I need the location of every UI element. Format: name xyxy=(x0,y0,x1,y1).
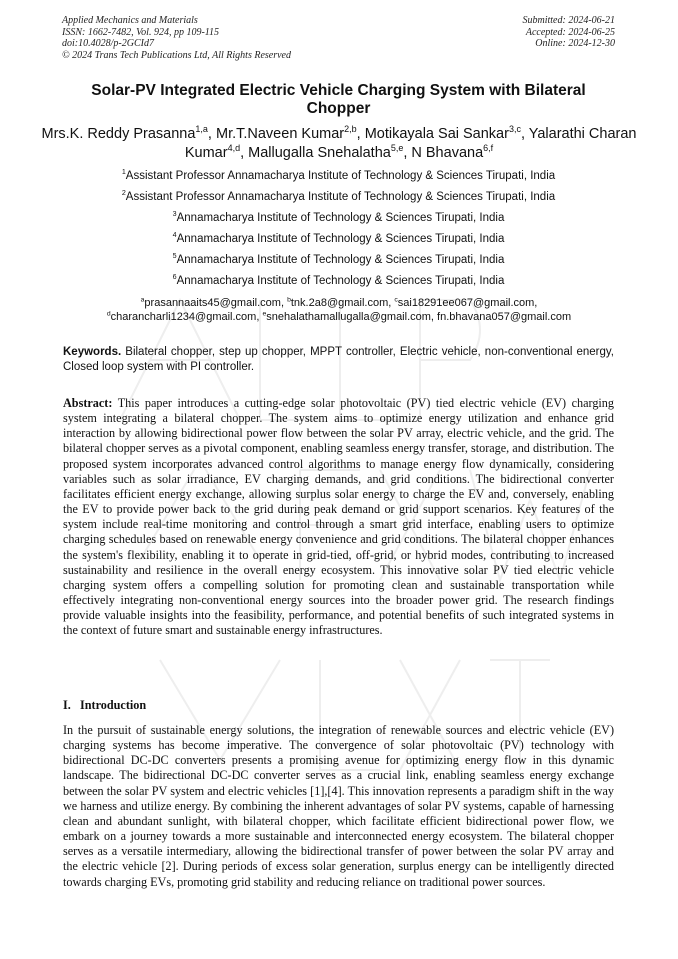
online-date: Online: 2024-12-30 xyxy=(535,38,615,49)
author-affiliation-marker: 1,a xyxy=(195,124,208,135)
author-affiliation-marker: 5,e xyxy=(390,143,404,154)
keywords-text: Bilateral chopper, step up chopper, MPPT controller, Electric vehicle, non-conventional energy, Closed loop system with PI controller. xyxy=(63,346,614,373)
affiliation-marker: 4 xyxy=(172,231,177,240)
introduction-paragraph: In the pursuit of sustainable energy solutions, the integration of renewable sources and electric vehicle (EV) charging systems has become imperative. The convergence of solar photovoltaic (PV) technology with bidirectional DC-DC converters presents a promising avenue for optimizing energy flow in this dynamic landscape. The bidirectional DC-DC converter serves as a crucial link, enabling seamless energy exchange between the solar PV system and electric vehicles [1],[4]. This innovation represents a paradigm shift in the way we harness and utilize energy. By combining the inherent advantages of solar PV systems, capable of harnessing clean and abundant sunlight, with bilateral chopper, which facilitate efficient bidirectional power flow, we embark on a journey towards a more sustainable and interconnected energy ecosystem. The bilateral chopper serves as a versatile intermediary, allowing the bidirectional transfer of power between the solar PV array and the electric vehicle [2]. During periods of excess solar generation, surplus energy can be intelligently directed towards charging EVs, promoting grid stability and reducing reliance on traditional power sources. xyxy=(63,723,614,889)
journal-name: Applied Mechanics and Materials xyxy=(62,15,198,26)
email-marker: a xyxy=(140,296,145,304)
affiliation xyxy=(62,232,615,246)
author-name: Mallugalla Snehalatha xyxy=(248,145,391,161)
author-name: Mrs.K. Reddy Prasanna xyxy=(41,126,196,142)
accepted-date: Accepted: 2024-06-25 xyxy=(525,26,615,38)
submitted-date: Submitted: 2024-06-21 xyxy=(522,15,615,26)
email-line: $^d$charancharli1234@gmail.com, $^e$snehalathamallugalla@gmail.com, fn.bhavana057@gmail.com xyxy=(106,310,572,323)
keywords-label: Keywords. xyxy=(63,346,122,358)
author-name: Mr.T.Naveen Kumar xyxy=(215,126,345,142)
author-affiliation-marker: 6,f xyxy=(483,143,494,154)
doi: doi:10.4028/p-2GCId7 xyxy=(62,38,154,49)
email-address[interactable]: prasannaaits45@gmail.com xyxy=(144,297,281,309)
affiliation-text: Annamacharya Institute of Technology & Sciences Tirupati, India xyxy=(176,275,505,287)
email-marker: c xyxy=(394,296,398,304)
section-number: I. xyxy=(63,698,71,712)
affiliation-text: Assistant Professor Annamacharya Institute of Technology & Sciences Tirupati, India xyxy=(125,191,556,203)
email-marker: d xyxy=(106,310,111,318)
author-affiliation-marker: 2,b xyxy=(344,124,357,135)
email-address[interactable]: snehalathamallugalla@gmail.com xyxy=(266,311,431,323)
abstract-text: This paper introduces a cutting-edge solar photovoltaic (PV) tied electric vehicle (EV) charging system integrating a bilateral chopper. The system aims to optimize energy utilization and enhance grid interaction by allowing bidirectional power flow between the solar PV array, electric vehicle, and the grid. The bilateral chopper serves as a pivotal component, enabling seamless energy transfer, storage, and distribution. The proposed system incorporates advanced control algorithms to manage energy flow dynamically, considering variables such as solar irradiance, EV charging demands, and grid conditions. The bidirectional converter facilitates efficient energy exchange, allowing surplus solar energy to charge the EV and, conversely, enabling the EV to provide power back to the grid during peak demand or grid support scenarios. Key features of the system include real-time monitoring and control through a smart grid interface, enabling users to optimize charging schedules based on renewable energy convenience and grid conditions. The bilateral chopper enhances the system's flexibility, enabling it to operate in grid-tied, off-grid, or hybrid modes, contributing to increased sustainability and resilience in the overall energy ecosystem. This innovative solar PV tied electric vehicle charging system offers a compelling solution for promoting clean and sustainable transportation while effectively integrating non-conventional energy sources into the broader power grid. The research findings provide valuable insights into the feasibility, performance, and potential benefits of such integrated systems in the context of future smart and sustainable energy infrastructures. xyxy=(63,396,614,638)
affiliation-text: Annamacharya Institute of Technology & Sciences Tirupati, India xyxy=(176,212,505,224)
issn-volume: ISSN: 1662-7482, Vol. 924, pp 109-115 xyxy=(62,26,220,38)
author-emails xyxy=(50,296,628,324)
affiliation-marker: 2 xyxy=(121,189,126,198)
author-name: Motikayala Sai Sankar xyxy=(364,126,509,142)
email-address[interactable]: tnk.2a8@gmail.com xyxy=(290,297,389,309)
author-list: Mrs.K. Reddy Prasanna$^{1,a}$, Mr.T.Naveen Kumar$^{2,b}$, Motikayala Sai Sankar$^{3,c}$, Yalarathi Charan Kumar$^{4,d}$, Mallugalla Snehalatha$^{5,e}$, N Bhavana$^{6,f}$ xyxy=(41,124,637,161)
email-line: $^a$prasannaaits45@gmail.com, $^b$tnk.2a8@gmail.com, $^c$sai18291ee067@gmail.com, xyxy=(140,296,538,309)
affiliation-text: Annamacharya Institute of Technology & Sciences Tirupati, India xyxy=(176,254,505,266)
affiliation-text: Assistant Professor Annamacharya Institute of Technology & Sciences Tirupati, India xyxy=(125,170,556,182)
author-name: Yalarathi Charan Kumar xyxy=(184,126,637,161)
author-affiliation-marker: 3,c xyxy=(508,124,521,135)
section-title: Introduction xyxy=(80,698,147,712)
affiliation-text: Annamacharya Institute of Technology & Sciences Tirupati, India xyxy=(176,233,505,245)
affiliation xyxy=(62,190,615,204)
affiliation xyxy=(62,169,615,183)
email-address[interactable]: sai18291ee067@gmail.com xyxy=(397,297,535,309)
affiliation-marker: 1 xyxy=(121,168,126,177)
affiliation xyxy=(62,274,615,288)
email-marker: b xyxy=(287,296,291,304)
affiliation-marker: 3 xyxy=(172,210,177,219)
email-address[interactable]: charancharli1234@gmail.com xyxy=(110,311,257,323)
abstract-label: Abstract: xyxy=(63,396,113,410)
affiliation xyxy=(62,211,615,225)
author-affiliation-marker: 4,d xyxy=(227,143,241,154)
copyright: © 2024 Trans Tech Publications Ltd, All Rights Reserved xyxy=(62,49,291,61)
email-marker: e xyxy=(262,310,267,318)
keywords-paragraph xyxy=(63,345,614,374)
affiliation xyxy=(62,253,615,267)
affiliation-marker: 5 xyxy=(172,252,177,261)
journal-header xyxy=(62,15,291,61)
section-heading xyxy=(63,698,146,713)
email-address[interactable]: fn.bhavana057@gmail.com xyxy=(437,311,572,323)
publication-dates xyxy=(523,15,616,50)
affiliation-marker: 6 xyxy=(172,273,177,282)
author-name: N Bhavana xyxy=(411,145,484,161)
abstract-paragraph xyxy=(63,396,614,639)
paper-title: Solar-PV Integrated Electric Vehicle Charging System with Bilateral Chopper xyxy=(91,82,586,117)
